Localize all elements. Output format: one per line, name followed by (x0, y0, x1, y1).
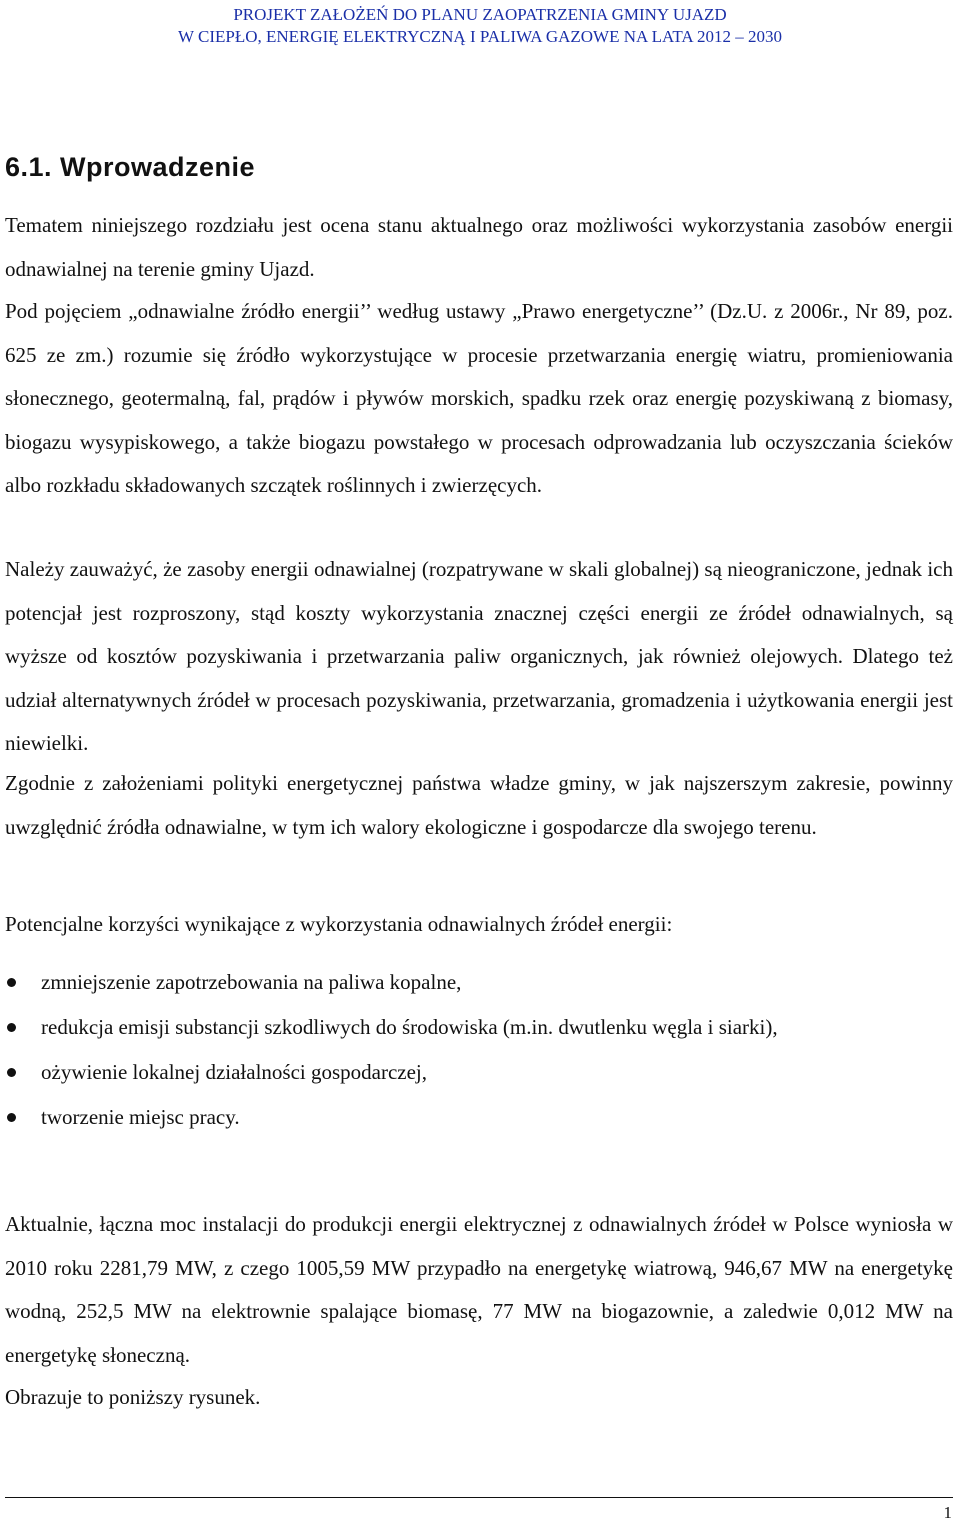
policy-paragraph: Zgodnie z założeniami polityki energetycznej państwa władze gminy, w jak najszerszym zakresie, powinny uwzględnić źródła odnawialne, w tym ich walory ekologiczne i gospodarcze dla swojego terenu. (5, 771, 953, 839)
bullet-icon (7, 978, 16, 987)
list-item: ożywienie lokalnej działalności gospodarczej, (0, 1050, 950, 1095)
footer-divider (5, 1497, 953, 1498)
list-item: zmniejszenie zapotrzebowania na paliwa kopalne, (0, 960, 950, 1005)
benefits-list (0, 960, 950, 1140)
bullet-icon (7, 1023, 16, 1032)
document-header (0, 4, 960, 48)
resources-paragraph: Należy zauważyć, że zasoby energii odnawialnej (rozpatrywane w skali globalnej) są nieograniczone, jednak ich potencjał jest rozproszony, stąd koszty wykorzystania znacznej części energii ze źródeł odnawialnych, są wyższe od kosztów pozyskiwania i przetwarzania paliw organicznych, jak również olejowych. Dlatego też udział alternatywnych źródeł w procesach pozyskiwania, przetwarzania, gromadzenia i użytkowania energii jest niewielki. (5, 557, 953, 755)
list-item: tworzenie miejsc pracy. (0, 1095, 950, 1140)
section-heading: 6.1. Wprowadzenie (5, 152, 256, 182)
list-item: redukcja emisji substancji szkodliwych do środowiska (m.in. dwutlenku węgla i siarki), (0, 1005, 950, 1050)
page-number: 1 (943, 1503, 952, 1522)
bullet-icon (7, 1068, 16, 1077)
intro-paragraph: Tematem niniejszego rozdziału jest ocena stanu aktualnego oraz możliwości wykorzystania zasobów energii odnawialnej na terenie gminy Ujazd. (5, 213, 953, 281)
bullet-icon (7, 1113, 16, 1122)
header-title-line-1: PROJEKT ZAŁOŻEŃ DO PLANU ZAOPATRZENIA GMINY UJAZD (233, 5, 727, 24)
benefits-intro: Potencjalne korzyści wynikające z wykorzystania odnawialnych źródeł energii: (5, 912, 673, 936)
figure-reference: Obrazuje to poniższy rysunek. (5, 1385, 261, 1409)
header-title-line-2: W CIEPŁO, ENERGIĘ ELEKTRYCZNĄ I PALIWA GAZOWE NA LATA 2012 – 2030 (178, 27, 782, 46)
capacity-paragraph: Aktualnie, łączna moc instalacji do produkcji energii elektrycznej z odnawialnych źródeł w Polsce wyniosła w 2010 roku 2281,79 MW, z czego 1005,59 MW przypadło na energetykę wiatrową, 946,67 MW na energetykę wodną, 252,5 MW na elektrownie spalające biomasę, 77 MW na biogazownie, a zaledwie 0,012 MW na energetykę słoneczną. (5, 1212, 953, 1367)
definition-paragraph: Pod pojęciem „odnawialne źródło energii’’ według ustawy „Prawo energetyczne’’ (Dz.U. z 2006r., Nr 89, poz. 625 ze zm.) rozumie się źródło wykorzystujące w procesie przetwarzania energię wiatru, promieniowania słonecznego, geotermalną, fal, prądów i pływów morskich, spadku rzek oraz energię pozyskiwaną z biomasy, biogazu wysypiskowego, a także biogazu powstałego w procesach odprowadzania lub oczyszczania ścieków albo rozkładu składowanych szczątek roślinnych i zwierzęcych. (5, 299, 953, 497)
